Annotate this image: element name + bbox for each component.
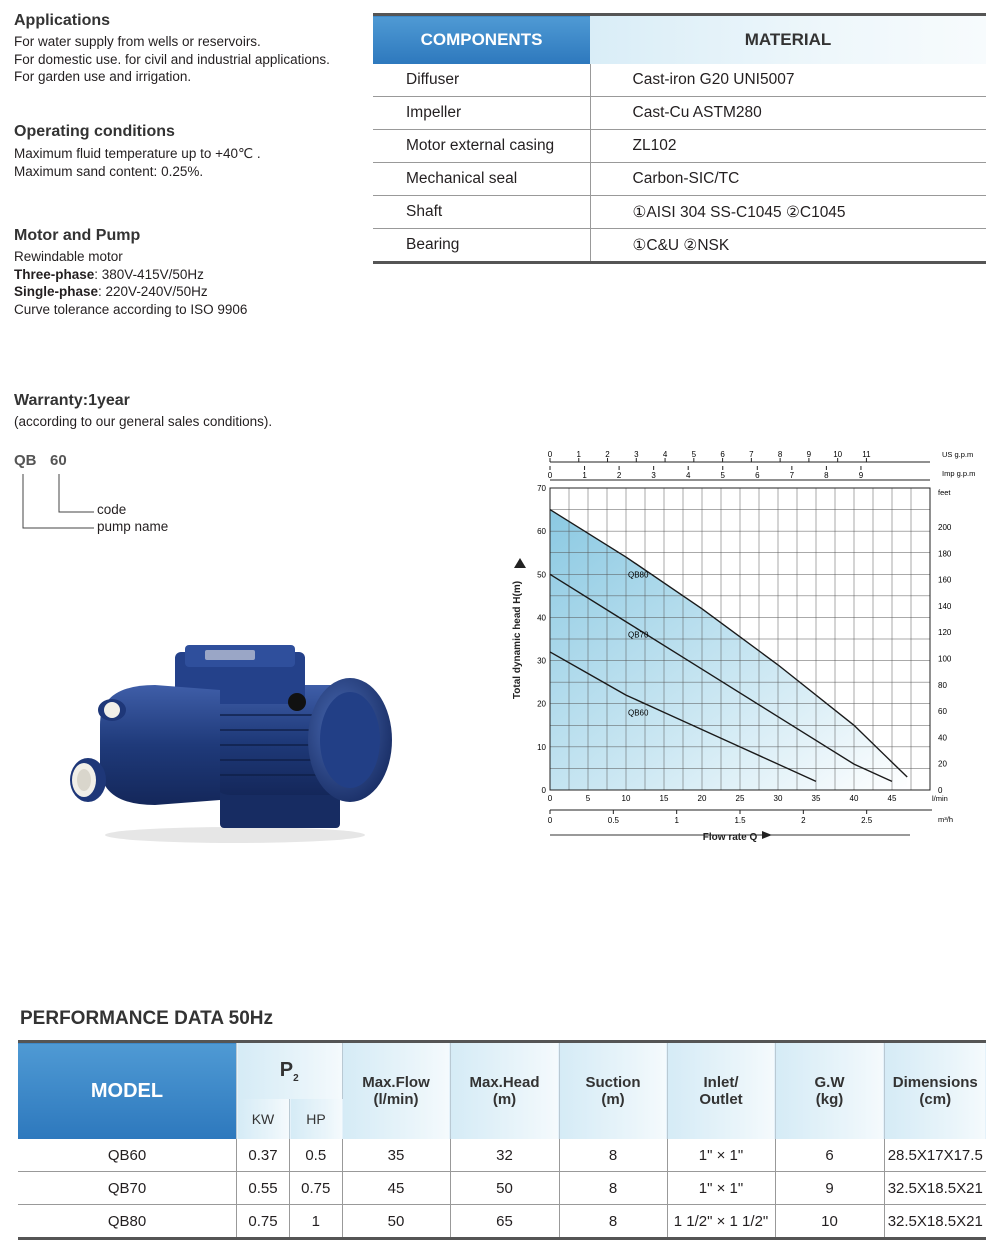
model-cell: QB60 — [18, 1139, 237, 1172]
feet-label: feet — [938, 488, 951, 497]
m3h-unit-label: m³/h — [938, 815, 953, 824]
us-gpm-tick-label: 4 — [662, 450, 668, 459]
table-row — [373, 130, 986, 163]
table-row — [18, 1172, 986, 1205]
component-name: Impeller — [373, 97, 590, 130]
kw-cell: 0.55 — [237, 1172, 290, 1205]
head-cell: 50 — [450, 1172, 559, 1205]
applications-line: For garden use and irrigation. — [14, 69, 192, 84]
dims-cell: 28.5X17X17.5 — [884, 1139, 986, 1172]
y-tick-label: 20 — [537, 699, 546, 709]
inlet-cell: 1 1/2" × 1 1/2" — [667, 1205, 775, 1239]
suction-cell: 8 — [559, 1172, 667, 1205]
m3h-tick-label: 2.5 — [861, 816, 873, 825]
y-axis-label: Total dynamic head H(m) — [512, 580, 523, 700]
flow-cell: 50 — [342, 1205, 450, 1239]
gw-cell: 6 — [775, 1139, 884, 1172]
chart-area-fill — [550, 510, 907, 790]
components-table — [373, 13, 986, 264]
us-gpm-tick-label: 9 — [806, 450, 812, 459]
us-gpm-tick-label: 8 — [777, 450, 783, 459]
feet-tick-label: 20 — [938, 759, 947, 769]
maxflow-label: Max.Flow — [362, 1074, 430, 1091]
motor-curve-tolerance: Curve tolerance according to ISO 9906 — [14, 301, 248, 317]
component-material: ①C&U ②NSK — [590, 229, 986, 263]
performance-chart — [500, 440, 990, 850]
performance-title: PERFORMANCE DATA 50Hz — [20, 1008, 273, 1029]
inlet-outlet-header — [667, 1042, 775, 1140]
feet-tick-label: 100 — [938, 654, 952, 664]
component-name: Mechanical seal — [373, 163, 590, 196]
m3h-tick-label: 0 — [547, 816, 553, 825]
material-header: MATERIAL — [590, 15, 986, 65]
imp-gpm-tick-label: 9 — [858, 471, 864, 480]
dimensions-label: Dimensions — [892, 1074, 978, 1091]
imp-gpm-tick-label: 4 — [685, 471, 691, 480]
x-unit-label: l/min — [932, 794, 948, 803]
head-cell: 32 — [450, 1139, 559, 1172]
imp-gpm-label: Imp g.p.m — [942, 469, 976, 478]
x-tick-label: 20 — [697, 794, 707, 803]
kw-header: KW — [237, 1099, 290, 1139]
warranty-title: Warranty:1year — [14, 392, 130, 409]
motor-single-phase — [14, 283, 247, 301]
pump-image — [60, 630, 400, 845]
maxhead-unit: (m) — [492, 1091, 517, 1108]
code-number: 60 — [50, 452, 67, 469]
x-tick-label: 30 — [773, 794, 783, 803]
code-label: code — [97, 502, 127, 517]
m3h-tick-label: 1 — [674, 816, 679, 825]
three-phase-label: Three-phase — [14, 266, 95, 282]
us-gpm-tick-label: 0 — [547, 450, 553, 459]
head-cell: 65 — [450, 1205, 559, 1239]
us-gpm-tick-label: 1 — [576, 450, 581, 459]
suction-header — [559, 1042, 667, 1140]
series-label: QB70 — [628, 630, 649, 640]
kw-cell: 0.37 — [237, 1139, 290, 1172]
imp-gpm-tick-label: 8 — [824, 471, 829, 480]
table-row — [18, 1205, 986, 1239]
x-tick-label: 15 — [659, 794, 669, 803]
m3h-tick-label: 1.5 — [734, 816, 746, 825]
flow-cell: 35 — [342, 1139, 450, 1172]
suction-unit: (m) — [601, 1091, 625, 1108]
code-legend — [14, 452, 214, 542]
gw-cell: 9 — [775, 1172, 884, 1205]
component-name: Diffuser — [373, 64, 590, 97]
code-prefix: QB — [14, 452, 37, 469]
feet-tick-label: 0 — [938, 786, 943, 795]
x-tick-label: 25 — [735, 794, 745, 803]
component-name: Shaft — [373, 196, 590, 229]
imp-gpm-tick-label: 6 — [755, 471, 760, 480]
component-material: ①AISI 304 SS-C1045 ②C1045 — [590, 196, 986, 229]
gw-label: G.W — [814, 1074, 845, 1091]
maxhead-label: Max.Head — [469, 1074, 540, 1091]
imp-gpm-tick-label: 7 — [789, 471, 795, 480]
motor-three-phase — [14, 266, 247, 284]
three-phase-value: : 380V-415V/50Hz — [94, 266, 204, 282]
x-tick-label: 10 — [621, 794, 631, 803]
hp-header: HP — [290, 1099, 343, 1139]
series-label: QB80 — [628, 570, 649, 580]
component-material: Carbon-SIC/TC — [590, 163, 986, 196]
hp-cell: 0.75 — [290, 1172, 343, 1205]
component-material: ZL102 — [590, 130, 986, 163]
operating-list — [14, 145, 261, 180]
m3h-tick-label: 2 — [801, 816, 806, 825]
gw-header — [775, 1042, 884, 1140]
x-tick-label: 35 — [811, 794, 821, 803]
performance-table — [18, 1040, 986, 1240]
dims-cell: 32.5X18.5X21 — [884, 1172, 986, 1205]
inlet-cell: 1" × 1" — [667, 1139, 775, 1172]
feet-tick-label: 40 — [938, 733, 947, 743]
applications-line: For domestic use. for civil and industrial applications. — [14, 51, 330, 67]
outlet-label: Outlet — [699, 1091, 743, 1108]
table-row — [373, 229, 986, 263]
model-cell: QB70 — [18, 1172, 237, 1205]
feet-tick-label: 120 — [938, 628, 952, 638]
kw-cell: 0.75 — [237, 1205, 290, 1239]
suction-cell: 8 — [559, 1139, 667, 1172]
m3h-tick-label: 0.5 — [607, 816, 619, 825]
components-header: COMPONENTS — [373, 15, 590, 65]
pump-name-label: pump name — [97, 519, 169, 534]
head-arrow-icon — [514, 558, 526, 568]
y-tick-label: 30 — [537, 656, 546, 666]
us-gpm-tick-label: 2 — [605, 450, 610, 459]
gw-cell: 10 — [775, 1205, 884, 1239]
us-gpm-label: US g.p.m — [942, 450, 974, 459]
feet-tick-label: 140 — [938, 601, 952, 611]
warranty-note: (according to our general sales conditions). — [14, 414, 273, 429]
p2-header — [237, 1042, 343, 1100]
maxflow-header — [342, 1042, 450, 1140]
suction-label: Suction — [585, 1074, 641, 1091]
flow-rate-arrow-icon — [762, 831, 772, 839]
series-label: QB60 — [628, 708, 649, 718]
x-tick-label: 45 — [887, 794, 897, 803]
p2-subscript: 2 — [293, 1072, 299, 1084]
p2-label: P — [279, 1058, 294, 1081]
operating-title: Operating conditions — [14, 123, 175, 140]
table-row — [373, 196, 986, 229]
imp-gpm-tick-label: 1 — [582, 471, 587, 480]
y-tick-label: 70 — [537, 484, 546, 493]
y-tick-label: 0 — [541, 786, 546, 795]
motor-rewindable: Rewindable motor — [14, 249, 123, 264]
feet-tick-label: 80 — [938, 680, 947, 690]
dims-cell: 32.5X18.5X21 — [884, 1205, 986, 1239]
component-name: Bearing — [373, 229, 590, 263]
hp-cell: 1 — [290, 1205, 343, 1239]
applications-title: Applications — [14, 12, 111, 29]
maxhead-header — [450, 1042, 559, 1140]
dimensions-header — [884, 1042, 986, 1140]
y-tick-label: 60 — [537, 527, 546, 537]
component-name: Motor external casing — [373, 130, 590, 163]
flow-cell: 45 — [342, 1172, 450, 1205]
gw-unit: (kg) — [815, 1091, 844, 1108]
us-gpm-tick-label: 5 — [691, 450, 697, 459]
imp-gpm-tick-label: 0 — [547, 471, 553, 480]
x-tick-label: 5 — [585, 794, 591, 803]
single-phase-label: Single-phase — [14, 284, 99, 299]
dimensions-unit: (cm) — [919, 1091, 952, 1108]
operating-line: Maximum fluid temperature up to +40℃ . — [14, 146, 261, 161]
x-tick-label: 40 — [849, 794, 859, 803]
y-tick-label: 50 — [537, 570, 546, 580]
y-tick-label: 10 — [537, 742, 546, 752]
applications-list — [14, 33, 330, 86]
x-axis-label: Flow rate Q — [702, 832, 758, 843]
model-cell: QB80 — [18, 1205, 237, 1239]
suction-cell: 8 — [559, 1205, 667, 1239]
us-gpm-tick-label: 10 — [833, 450, 843, 459]
table-row — [373, 163, 986, 196]
component-material: Cast-iron G20 UNI5007 — [590, 64, 986, 97]
us-gpm-tick-label: 11 — [862, 450, 871, 459]
maxflow-unit: (l/min) — [373, 1091, 419, 1108]
table-row — [373, 97, 986, 130]
feet-tick-label: 200 — [938, 523, 952, 533]
imp-gpm-tick-label: 5 — [720, 471, 725, 480]
feet-tick-label: 160 — [938, 575, 952, 585]
single-phase-value: : 220V-240V/50Hz — [98, 284, 208, 299]
operating-line: Maximum sand content: 0.25%. — [14, 163, 204, 179]
inlet-cell: 1" × 1" — [667, 1172, 775, 1205]
us-gpm-tick-label: 6 — [720, 450, 725, 459]
us-gpm-tick-label: 3 — [634, 450, 639, 459]
table-row — [373, 64, 986, 97]
model-header: MODEL — [18, 1042, 237, 1140]
x-tick-label: 0 — [547, 794, 553, 803]
feet-tick-label: 180 — [938, 549, 952, 559]
feet-tick-label: 60 — [938, 707, 947, 717]
component-material: Cast-Cu ASTM280 — [590, 97, 986, 130]
y-tick-label: 40 — [537, 613, 546, 623]
imp-gpm-tick-label: 2 — [616, 471, 622, 480]
inlet-label: Inlet/ — [703, 1074, 739, 1091]
imp-gpm-tick-label: 3 — [651, 471, 656, 480]
motor-list — [14, 248, 247, 318]
applications-line: For water supply from wells or reservoirs. — [14, 34, 261, 49]
hp-cell: 0.5 — [290, 1139, 343, 1172]
us-gpm-tick-label: 7 — [749, 450, 754, 459]
motor-title: Motor and Pump — [14, 227, 141, 244]
table-row — [18, 1139, 986, 1172]
